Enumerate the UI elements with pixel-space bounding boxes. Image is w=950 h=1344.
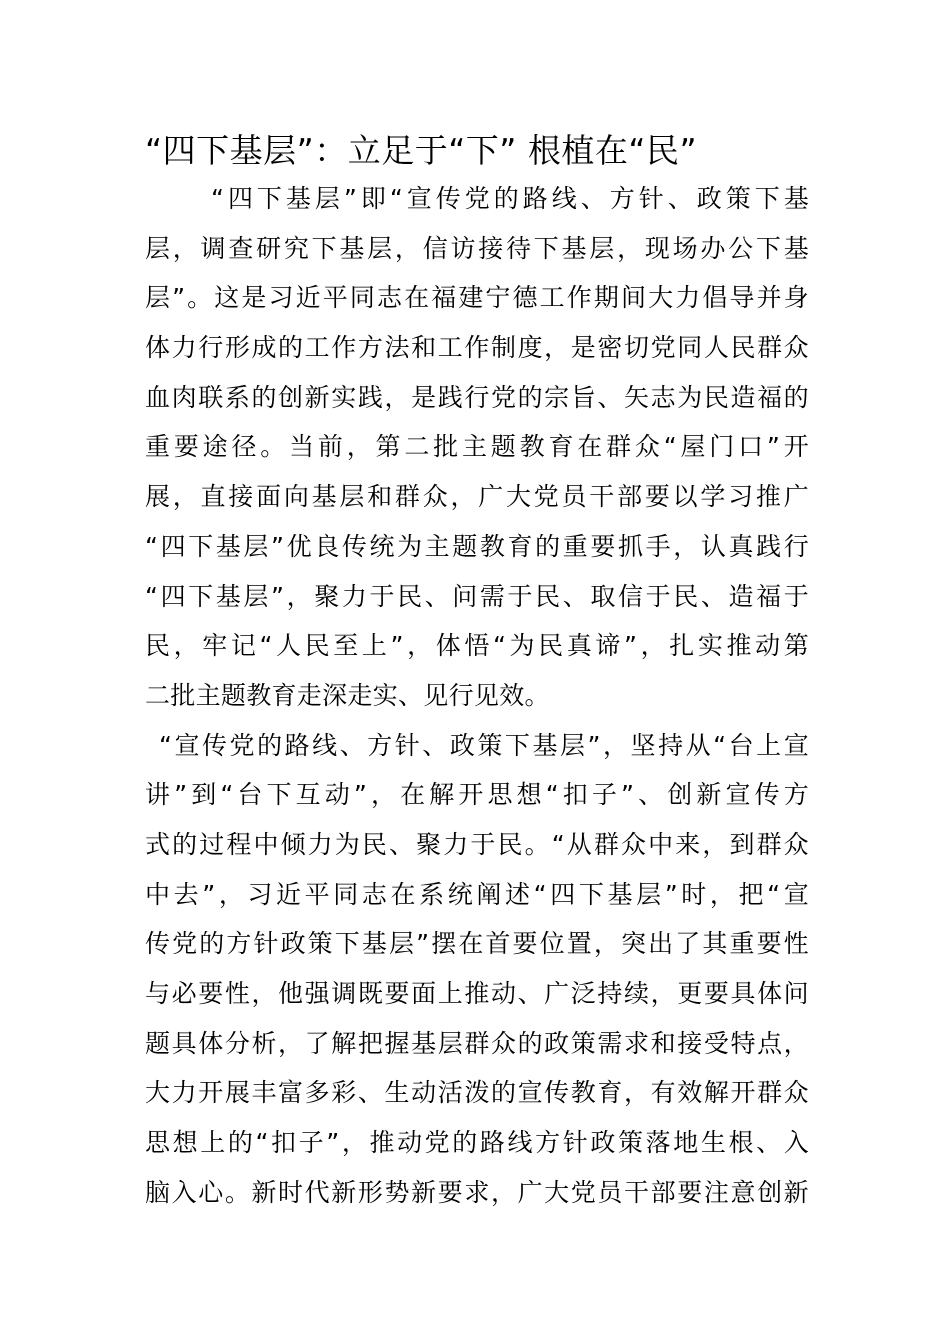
document-title: “四下基层”：立足于“下” 根植在“民” [145, 131, 698, 170]
paragraph-line: 大力开展丰富多彩、生动活泼的宣传教育，有效解开群众 [145, 1078, 809, 1108]
paragraph-line: 题具体分析，了解把握基层群众的政策需求和接受特点， [145, 1028, 809, 1058]
paragraph-line: 血肉联系的创新实践，是践行党的宗旨、矢志为民造福的 [145, 382, 809, 412]
paragraph-line: 民，牢记“人民至上”，体悟“为民真谛”，扎实推动第 [145, 631, 809, 661]
paragraph-line: 思想上的“扣子”，推动党的路线方针政策落地生根、入 [145, 1128, 809, 1158]
paragraph-2 [145, 721, 809, 1218]
paragraph-line: 展，直接面向基层和群众，广大党员干部要以学习推广 [145, 482, 809, 512]
paragraph-line: “四下基层”，聚力于民、问需于民、取信于民、造福于 [145, 581, 809, 611]
paragraph-line: 与必要性，他强调既要面上推动、广泛持续，更要具体问 [145, 979, 809, 1008]
paragraph-line: “四下基层”即“宣传党的路线、方针、政策下基 [211, 184, 809, 213]
paragraph-line: 重要途径。当前，第二批主题教育在群众“屋门口”开 [145, 432, 809, 462]
paragraph-line: 讲”到“台下互动”，在解开思想“扣子”、创新宣传方 [145, 780, 809, 810]
paragraph-line: 层”。这是习近平同志在福建宁德工作期间大力倡导并身 [145, 283, 809, 313]
paragraph-line: “宣传党的路线、方针、政策下基层”，坚持从“台上宣 [159, 730, 809, 760]
paragraph-line: 层，调查研究下基层，信访接待下基层，现场办公下基 [145, 233, 809, 263]
paragraph-line: 体力行形成的工作方法和工作制度，是密切党同人民群众 [145, 333, 809, 363]
paragraph-line: 传党的方针政策下基层”摆在首要位置，突出了其重要性 [145, 929, 809, 959]
paragraph-line: 式的过程中倾力为民、聚力于民。“从群众中来，到群众 [145, 829, 809, 859]
paragraph-line: “四下基层”优良传统为主题教育的重要抓手，认真践行 [145, 531, 809, 561]
document-body [145, 174, 809, 1217]
paragraph-line: 二批主题教育走深走实、见行见效。 [145, 680, 550, 710]
paragraph-1 [145, 174, 809, 721]
paragraph-line: 脑入心。新时代新形势新要求，广大党员干部要注意创新 [145, 1177, 809, 1207]
paragraph-line: 中去”，习近平同志在系统阐述“四下基层”时，把“宣 [145, 879, 809, 909]
